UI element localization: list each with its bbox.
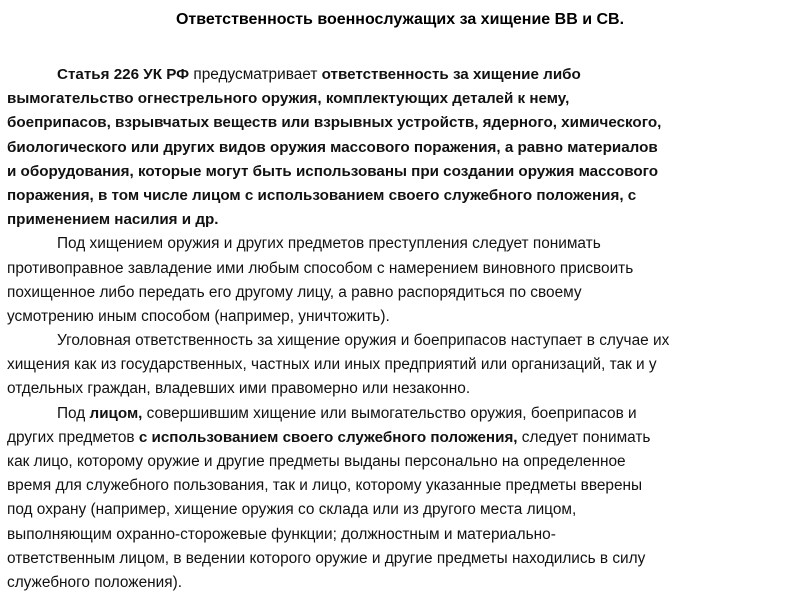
paragraph-1-line-2: вымогательство огнестрельного оружия, комплектующих деталей к нему, <box>7 90 570 108</box>
paragraph-1-bold-text: ответственность за хищение либо <box>321 66 581 83</box>
paragraph-2-line-1: Под хищением оружия и других предметов преступления следует понимать <box>57 235 601 253</box>
paragraph-4-line-1-start: Под <box>57 404 90 422</box>
paragraph-3-line-1: Уголовная ответственность за хищение оружия и боеприпасов наступает в случае их <box>57 332 670 350</box>
paragraph-4-line-2 <box>7 426 797 450</box>
paragraph-2-line-3: похищенное либо передать его другому лицу, а равно распорядиться по своему <box>7 283 582 301</box>
paragraph-4-line-8: служебного положения). <box>7 573 182 591</box>
paragraph-1-lead-text: предусматривает <box>189 66 322 83</box>
paragraph-3-line-2: хищения как из государственных, частных или иных предприятий или организаций, так и у <box>7 356 657 374</box>
paragraph-3-line-3: отдельных граждан, владевших ими правомерно или незаконно. <box>7 380 471 398</box>
paragraph-4-line-7: ответственным лицом, в ведении которого оружие и другие предметы находились в силу <box>7 549 646 567</box>
paragraph-4-line-2-start: других предметов <box>7 428 139 446</box>
paragraph-1-line-1 <box>7 63 797 87</box>
paragraph-4-line-6: выполняющим охранно-сторожевые функции; должностным и материально- <box>7 525 556 543</box>
paragraph-1-line-3: боеприпасов, взрывчатых веществ или взрывных устройств, ядерного, химического, <box>7 114 662 132</box>
paragraph-4-line-1 <box>7 402 797 426</box>
article-reference: Статья 226 УК РФ <box>57 66 190 83</box>
paragraph-2-line-2: противоправное завладение ими любым способом с намерением виновного присвоить <box>7 259 634 277</box>
paragraph-4-line-3: как лицо, которому оружие и другие предметы выданы персонально на определенное <box>7 453 626 470</box>
paragraph-4-line-4: время для служебного пользования, так и лицо, которому указанные предметы вверены <box>7 477 643 495</box>
paragraph-4-line-5: под охрану (например, хищение оружия со склада или из другого места лицом, <box>7 501 577 519</box>
document-body <box>7 63 797 595</box>
paragraph-1-line-4: биологического или других видов оружия массового поражения, а равно материалов <box>7 138 658 156</box>
document-title: Ответственность военнослужащих за хищение ВВ и СВ. <box>175 11 625 28</box>
paragraph-4-line-1-end: совершившим хищение или вымогательство оружия, боеприпасов и <box>142 404 637 422</box>
term-person: лицом, <box>89 404 143 422</box>
term-official-position: с использованием своего служебного положения, <box>138 428 518 446</box>
paragraph-2-line-4: усмотрению иным способом (например, уничтожить). <box>7 307 390 325</box>
paragraph-1-line-5: и оборудования, которые могут быть использованы при создании оружия массового <box>7 162 659 180</box>
paragraph-1-line-7: применением насилия и др. <box>7 211 219 229</box>
paragraph-4-line-2-end: следует понимать <box>517 428 651 446</box>
paragraph-1-line-6: поражения, в том числе лицом с использованием своего служебного положения, с <box>7 186 637 204</box>
